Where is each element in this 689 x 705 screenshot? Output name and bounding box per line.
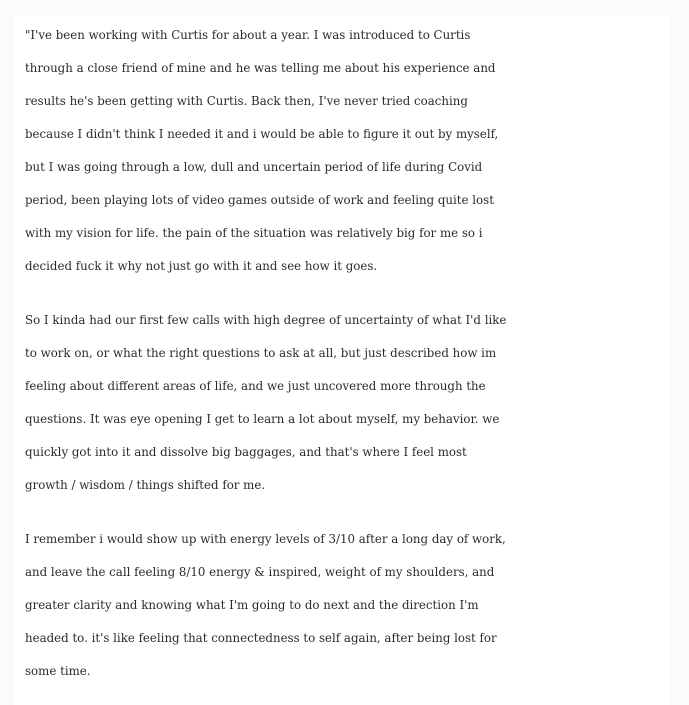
text-line: with my vision for life. the pain of the situation was relatively big for me so i [25,226,483,240]
testimonial-paragraph-2 [25,304,670,502]
testimonial-paragraph-3 [25,523,670,688]
text-line: results he's been getting with Curtis. Back then, I've never tried coaching [25,94,468,108]
text-line: quickly got into it and dissolve big baggages, and that's where I feel most [25,445,467,459]
text-line: through a close friend of mine and he was telling me about his experience and [25,61,496,75]
testimonial-paragraph-1 [25,19,670,283]
text-line: I remember i would show up with energy levels of 3/10 after a long day of work, [25,532,506,546]
text-line: greater clarity and knowing what I'm going to do next and the direction I'm [25,598,479,612]
text-line: and leave the call feeling 8/10 energy & inspired, weight of my shoulders, and [25,565,495,579]
text-line: headed to. it's like feeling that connectedness to self again, after being lost for [25,631,497,645]
text-line: because I didn't think I needed it and i would be able to figure it out by myself, [25,127,499,141]
text-line: So I kinda had our first few calls with high degree of uncertainty of what I'd like [25,313,507,327]
text-line: some time. [25,664,91,678]
text-line: period, been playing lots of video games outside of work and feeling quite lost [25,193,494,207]
text-line: but I was going through a low, dull and uncertain period of life during Covid [25,160,483,174]
testimonial-card [14,16,670,705]
text-line: feeling about different areas of life, and we just uncovered more through the [25,379,486,393]
text-line: "I've been working with Curtis for about a year. I was introduced to Curtis [25,28,471,42]
text-line: to work on, or what the right questions to ask at all, but just described how im [25,346,497,360]
text-line: growth / wisdom / things shifted for me. [25,478,266,492]
text-line: decided fuck it why not just go with it and see how it goes. [25,259,378,273]
text-line: questions. It was eye opening I get to learn a lot about myself, my behavior. we [25,412,500,426]
